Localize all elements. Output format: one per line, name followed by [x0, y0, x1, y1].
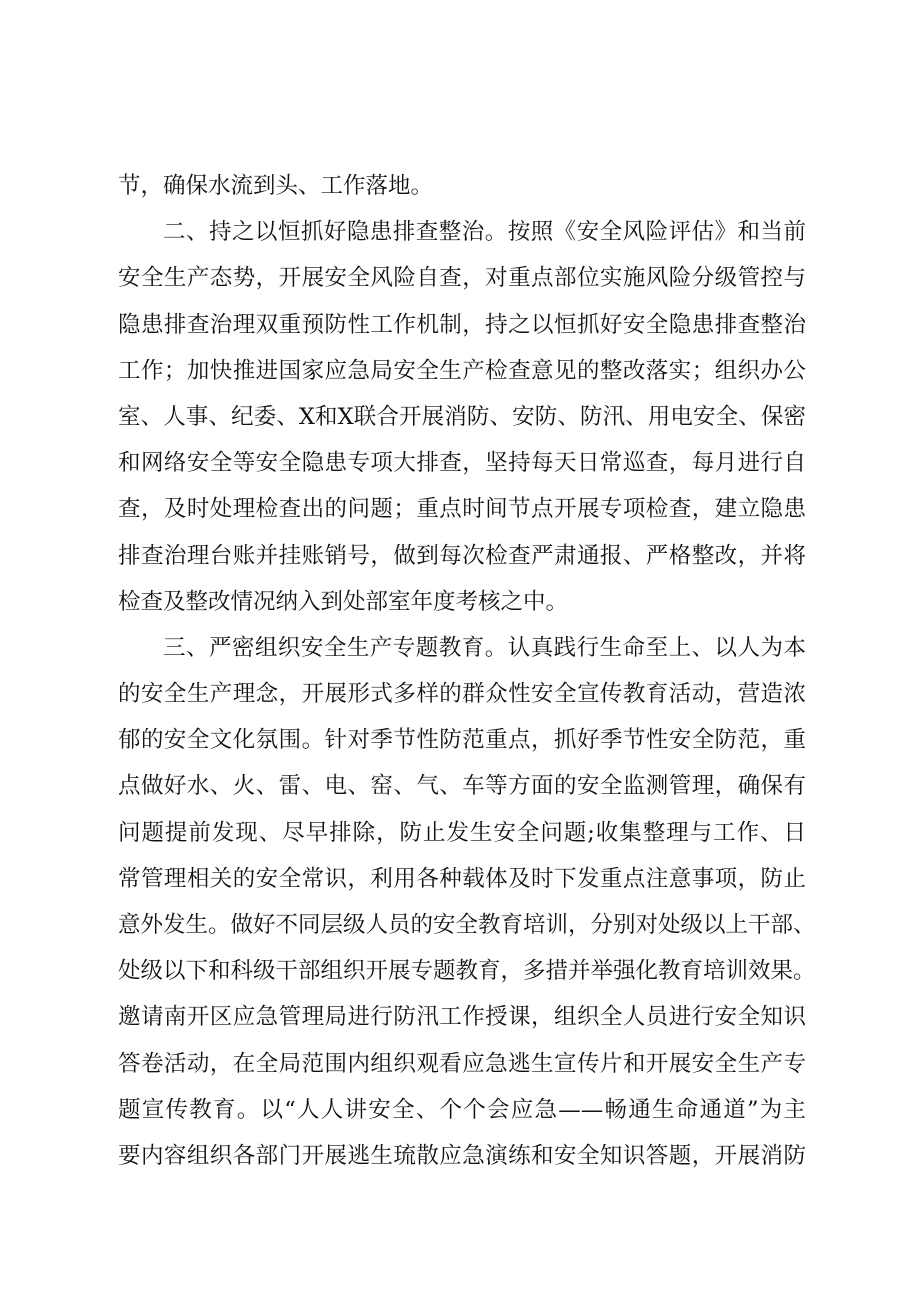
text-line: 安全生产态势，开展安全风险自查，对重点部位实施风险分级管控与 [118, 265, 806, 292]
text-line: 室、人事、纪委、X和X联合开展消防、安防、防汛、用电安全、保密 [118, 403, 806, 430]
text-line: 要内容组织各部门开展逃生琉散应急演练和安全知识答题，开展消防 [118, 1142, 806, 1169]
text-line: 排查治理台账并挂账销号，做到每次检查严肃通报、严格整改，并将 [118, 542, 806, 569]
text-line: 点做好水、火、雷、电、窑、气、车等方面的安全监测管理，确保有 [118, 773, 806, 800]
text-line: 问题提前发现、尽早排除，防止发生安全问题;收集整理与工作、日 [118, 819, 806, 846]
text-line: 的安全生产理念，开展形式多样的群众性安全宣传教育活动，营造浓 [118, 681, 806, 708]
paragraph-heading-line: 二、持之以恒抓好隐患排查整治。按照《安全风险评估》和当前 [163, 219, 806, 246]
text-line: 检查及整改情况纳入到处部室年度考核之中。 [118, 588, 569, 615]
text-line: 意外发生。做好不同层级人员的安全教育培训，分别对处级以上干部、 [118, 912, 816, 938]
text-line: 和网络安全等安全隐患专项大排查，坚持每天日常巡查，每月进行自 [118, 450, 806, 477]
text-line: 题宣传教育。以“人人讲安全、个个会应急——畅通生命通道”为主 [118, 1096, 806, 1123]
text-line: 郁的安全文化氛围。针对季节性防范重点，抓好季节性安全防范，重 [118, 727, 806, 754]
text-line: 隐患排查治理双重预防性工作机制，持之以恒抓好安全隐患排查整治 [118, 311, 806, 338]
text-line: 邀请南开区应急管理局进行防汛工作授课，组织全人员进行安全知识 [118, 1004, 806, 1031]
text-line: 查，及时处理检查出的问题；重点时间节点开展专项检查，建立隐患 [118, 496, 806, 523]
text-line: 处级以下和科级干部组织开展专题教育，多措并举强化教育培训效果。 [118, 958, 816, 985]
text-line: 答卷活动，在全局范围内组织观看应急逃生宣传片和开展安全生产专 [118, 1050, 806, 1077]
text-line: 常管理相关的安全常识，利用各种载体及时下发重点注意事项，防止 [118, 865, 806, 892]
document-body [118, 163, 816, 1179]
paragraph-heading-line: 三、严密组织安全生产专题教育。认真践行生命至上、以人为本 [163, 634, 806, 661]
text-line: 工作；加快推进国家应急局安全生产检查意见的整改落实；组织办公 [118, 357, 806, 384]
text-line: 节，确保水流到头、工作落地。 [118, 173, 434, 199]
